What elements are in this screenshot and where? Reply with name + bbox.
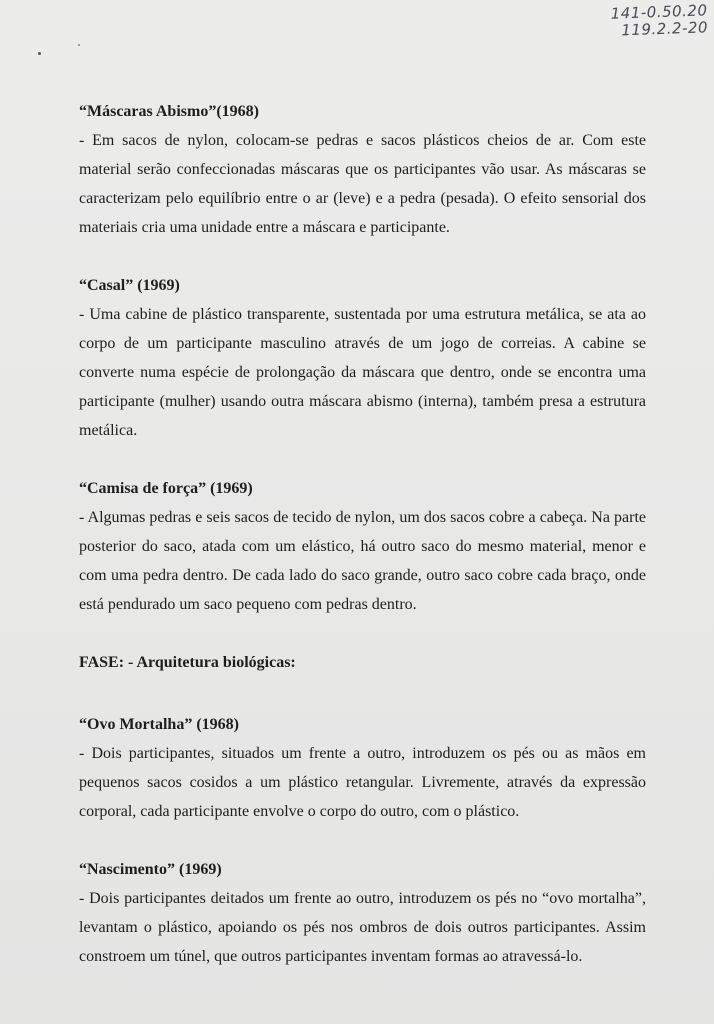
section-body: - Uma cabine de plástico transparente, sustentada por uma estrutura metálica, se ata ao corpo de um participante masculino através de um jogo de correias. A cabine se converte numa espécie de prolongação da máscara que dentro, onde se encontra uma participante (mulher) usando outra máscara abismo (interna), também presa a estrutura metálica. bbox=[79, 306, 646, 439]
section-mascaras-abismo bbox=[79, 102, 646, 242]
section-casal bbox=[79, 276, 646, 445]
section-ovo-mortalha bbox=[79, 715, 646, 826]
section-body: - Algumas pedras e seis sacos de tecido de nylon, um dos sacos cobre a cabeça. Na parte posterior do saco, atada com um elástico, há outro saco do mesmo material, menor e com uma pedra dentro. De cada lado do saco grande, outro saco cobre cada braço, onde está pendurado um saco pequeno com pedras dentro. bbox=[79, 509, 646, 613]
section-camisa-de-forca bbox=[79, 479, 646, 619]
section-title: “Ovo Mortalha” (1968) bbox=[79, 716, 239, 733]
section-nascimento bbox=[79, 860, 646, 971]
section-body: - Em sacos de nylon, colocam-se pedras e sacos plásticos cheios de ar. Com este material serão confeccionadas máscaras que os participantes vão usar. As máscaras se caracterizam pelo equilíbrio entre o ar (leve) e a pedra (pesada). O efeito sensorial dos materiais cria uma unidade entre a máscara e participante. bbox=[79, 132, 646, 236]
document-body bbox=[79, 102, 646, 971]
paper-speck bbox=[38, 52, 41, 55]
section-title: “Máscaras Abismo”(1968) bbox=[79, 103, 259, 120]
section-title: “Nascimento” (1969) bbox=[79, 861, 222, 878]
reference-line-2: 119.2.2-20 bbox=[621, 18, 709, 40]
section-body: - Dois participantes deitados um frente ao outro, introduzem os pés no “ovo mortalha”, levantam o plástico, apoiando os pés nos ombros de dois outros participantes. Assim constroem um túnel, que outros participantes inventam formas ao atravessá-lo. bbox=[79, 890, 646, 965]
phase-title: FASE: - Arquitetura biológicas: bbox=[79, 654, 296, 671]
handwritten-reference-number bbox=[611, 2, 709, 39]
section-body: - Dois participantes, situados um frente a outro, introduzem os pés ou as mãos em pequenos sacos cosidos a um plástico retangular. Livremente, através da expressão corporal, cada participante envolve o corpo do outro, com o plástico. bbox=[79, 745, 646, 820]
section-title: “Camisa de força” (1969) bbox=[79, 480, 253, 497]
section-title: “Casal” (1969) bbox=[79, 277, 180, 294]
paper-speck bbox=[78, 44, 80, 46]
reference-line-1: 141-0.50.20 bbox=[610, 1, 708, 23]
